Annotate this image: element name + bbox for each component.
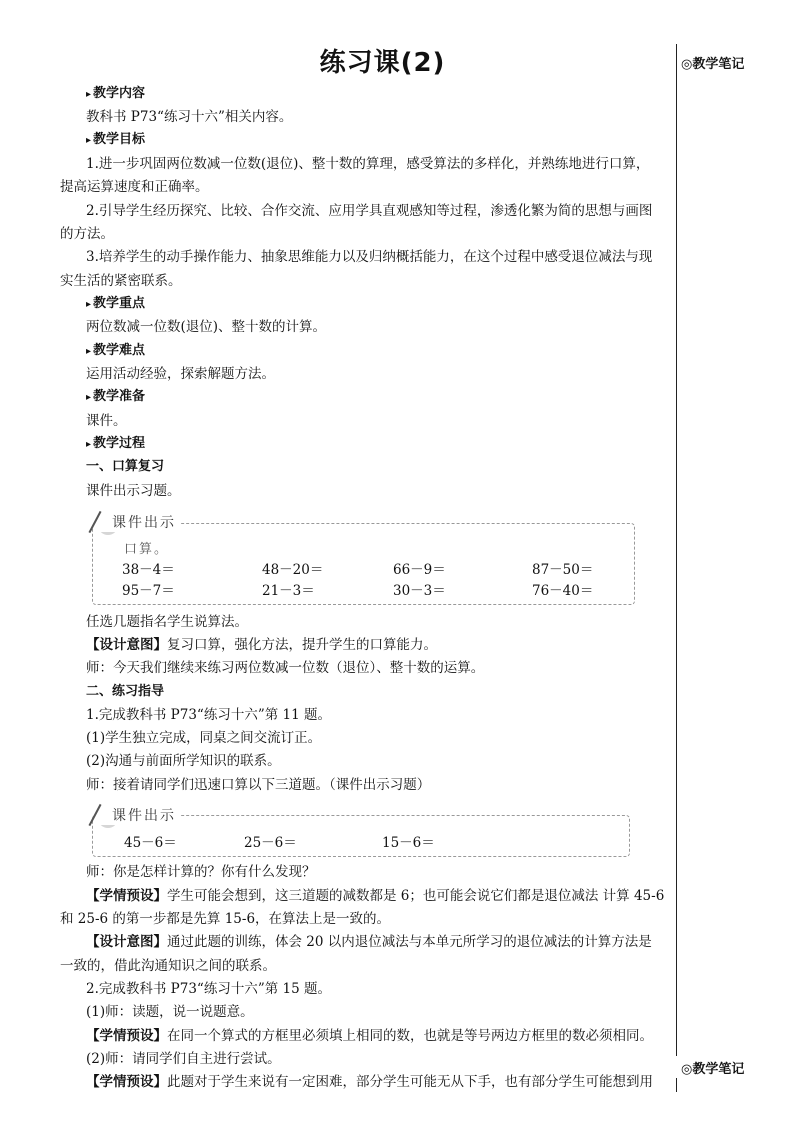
courseware-tag-label: 课件出示 — [112, 808, 176, 824]
heading-goals: ▸ 教学目标 — [86, 130, 672, 151]
text-line: 课件。 — [86, 413, 127, 429]
notes-divider-line-bottom — [676, 1078, 677, 1092]
courseware-tag — [94, 805, 180, 825]
design-intent-text: 通过此题的训练，体会 20 以内退位减法与本单元所学习的退位减法的计算方法是 — [167, 934, 652, 950]
text-line: 课件出示习题。 — [86, 483, 181, 499]
text-line: 一致的，借此沟通知识之间的联系。 — [60, 958, 276, 974]
teaching-notes-label-bottom: ◎教学笔记 — [681, 1062, 745, 1077]
section-title-oral-review: 一、口算复习 — [86, 459, 165, 474]
text-line: 2.引导学生经历探究、比较、合作交流、应用学具直观感知等过程，渗透化繁为简的思想与画图 — [86, 203, 653, 219]
heading-key-points: ▸ 教学重点 — [86, 294, 672, 315]
text-line: 教科书 P73“练习十六”相关内容。 — [86, 109, 293, 125]
text-line: 1.完成教科书 P73“练习十六”第 11 题。 — [86, 707, 331, 723]
text-line: (2)师：请同学们自主进行尝试。 — [86, 1051, 281, 1067]
design-intent-tag: 【设计意图】 — [86, 934, 167, 950]
equation: 25－6＝ — [244, 835, 297, 851]
text-line: 运用活动经验，探索解题方法。 — [86, 366, 275, 382]
text-line: 师：今天我们继续来练习两位数减一位数（退位）、整十数的运算。 — [86, 660, 485, 676]
heading-process: ▸ 教学过程 — [86, 434, 672, 455]
equation: 66－9＝ — [393, 562, 446, 578]
learning-preview-text: 学生可能会想到，这三道题的减数都是 6；也可能会说它们都是退位减法 计算 45-6 — [167, 888, 665, 904]
heading-difficulties: ▸ 教学难点 — [86, 341, 672, 362]
equation: 38－4＝ — [122, 562, 175, 578]
heading-content: ▸ 教学内容 — [86, 84, 672, 105]
learning-preview-tag: 【学情预设】 — [86, 1074, 167, 1090]
text-line: 1.进一步巩固两位数减一位数(退位)、整十数的算理，感受算法的多样化，并熟练地进行口算， — [86, 156, 650, 172]
equation: 87－50＝ — [532, 562, 594, 578]
equation: 30－3＝ — [393, 583, 446, 599]
learning-preview-line — [86, 1072, 672, 1092]
learning-preview-line — [86, 1026, 672, 1046]
equation: 95－7＝ — [122, 583, 175, 599]
learning-preview-tag: 【学情预设】 — [86, 1028, 167, 1044]
tag-slash-icon — [88, 511, 101, 533]
text-line: 2.完成教科书 P73“练习十六”第 15 题。 — [86, 981, 331, 997]
text-line: 师：你是怎样计算的？你有什么发现？ — [86, 864, 316, 880]
equation: 21－3＝ — [262, 583, 315, 599]
courseware-tag — [94, 512, 180, 532]
text-line: (1)学生独立完成，同桌之间交流订正。 — [86, 730, 322, 746]
design-intent-text: 复习口算，强化方法，提升学生的口算能力。 — [167, 637, 437, 653]
text-line: 两位数减一位数(退位)、整十数的计算。 — [86, 319, 327, 335]
text-line: 任选几题指名学生说算法。 — [86, 614, 248, 630]
tag-slash-icon — [88, 804, 101, 826]
page-title: 练习课(2) — [319, 48, 446, 78]
equation: 15－6＝ — [382, 835, 435, 851]
text-line: 的方法。 — [60, 226, 114, 242]
learning-preview-tag: 【学情预设】 — [86, 888, 167, 904]
text-line: 提高运算速度和正确率。 — [60, 179, 209, 195]
notes-divider-line — [676, 44, 677, 1056]
design-intent-line — [86, 932, 672, 952]
text-line: 实生活的紧密联系。 — [60, 273, 182, 289]
learning-preview-text: 在同一个算式的方框里必须填上相同的数，也就是等号两边方框里的数必须相同。 — [167, 1028, 653, 1044]
oral-subtitle: 口算。 — [124, 542, 170, 557]
text-line: 师：接着请同学们迅速口算以下三道题。（课件出示习题） — [86, 777, 431, 793]
learning-preview-line — [86, 886, 672, 906]
design-intent-tag: 【设计意图】 — [86, 637, 167, 653]
design-intent-line — [86, 635, 672, 655]
learning-preview-text: 此题对于学生来说有一定困难，部分学生可能无从下手，也有部分学生可能想到用 — [167, 1074, 653, 1090]
text-line: (1)师：读题，说一说题意。 — [86, 1004, 254, 1020]
heading-preparation: ▸ 教学准备 — [86, 387, 672, 408]
courseware-tag-label: 课件出示 — [112, 515, 176, 531]
teaching-notes-label-top: ◎教学笔记 — [681, 57, 745, 72]
text-line: (2)沟通与前面所学知识的联系。 — [86, 753, 281, 769]
text-line: 3.培养学生的动手操作能力、抽象思维能力以及归纳概括能力，在这个过程中感受退位减法与现 — [86, 249, 653, 265]
equation: 48－20＝ — [262, 562, 324, 578]
equation: 76－40＝ — [532, 583, 594, 599]
text-line: 和 25-6 的第一步都是先算 15-6，在算法上是一致的。 — [60, 911, 391, 927]
section-title-practice: 二、练习指导 — [86, 684, 165, 699]
equation: 45－6＝ — [124, 835, 177, 851]
